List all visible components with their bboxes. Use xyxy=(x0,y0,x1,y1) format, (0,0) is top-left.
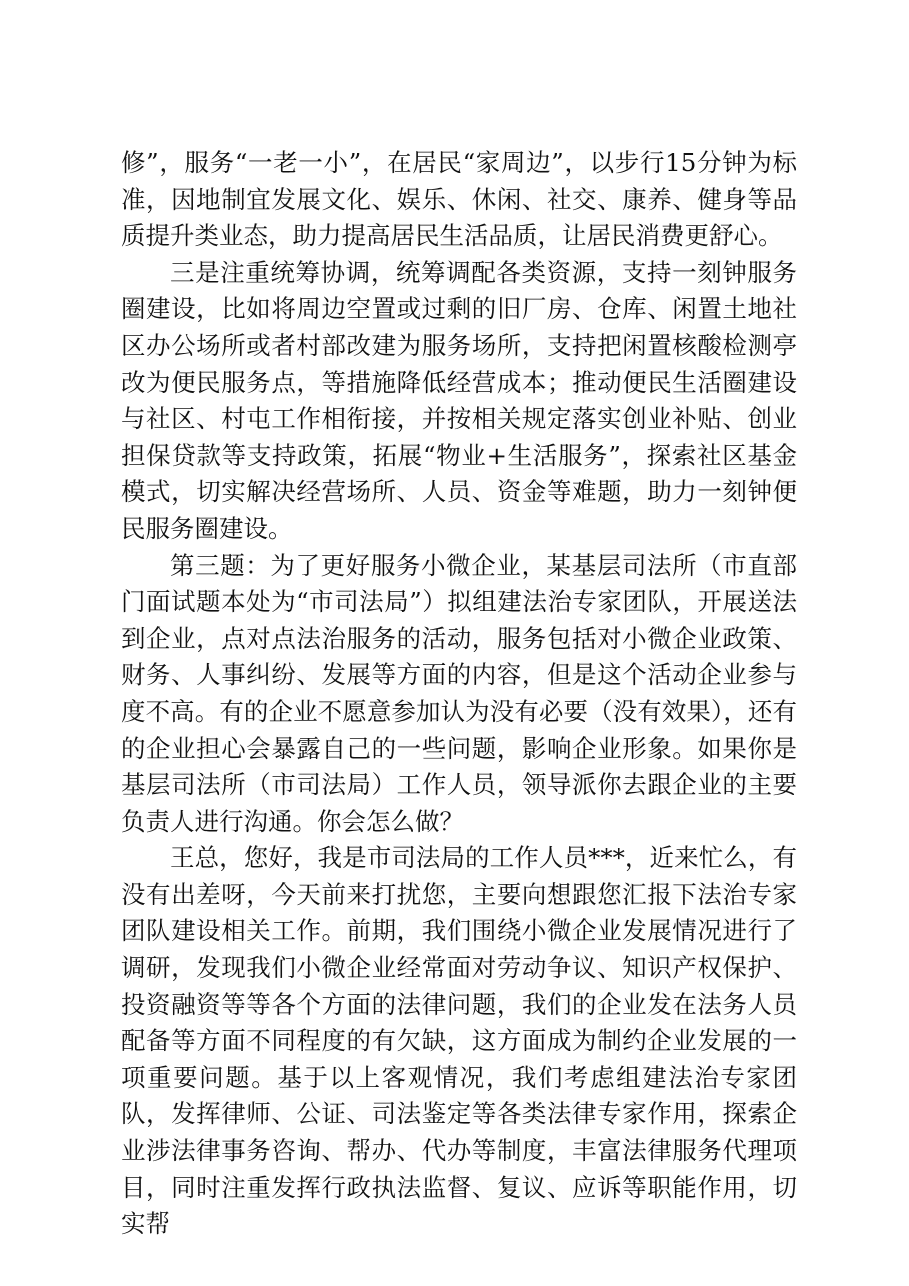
paragraph-coordination: 三是注重统筹协调，统筹调配各类资源，支持一刻钟服务圈建设，比如将周边空置或过剩的旧厂房、仓库、闲置土地社区办公场所或者村部改建为服务场所，支持把闲置核酸检测亭改为便民服务点，等措施降低经营成本；推动便民生活圈建设与社区、村屯工作相衔接，并按相关规定落实创业补贴、创业担保贷款等支持政策，拓展“物业+生活服务”，探索社区基金模式，切实解决经营场所、人员、资金等难题，助力一刻钟便民服务圈建设。 xyxy=(121,257,797,543)
paragraph-continuation: 修”，服务“一老一小”，在居民“家周边”，以步行15分钟为标准，因地制宜发展文化、娱乐、休闲、社交、康养、健身等品质提升类业态，助力提高居民生活品质，让居民消费更舒心。 xyxy=(121,148,797,251)
document-body xyxy=(121,145,797,1243)
paragraph-answer: 王总，您好，我是市司法局的工作人员***，近来忙么，有没有出差呀，今天前来打扰您，主要向想跟您汇报下法治专家团队建设相关工作。前期，我们围绕小微企业发展情况进行了调研，发现我们小微企业经常面对劳动争议、知识产权保护、投资融资等等各个方面的法律问题，我们的企业发在法务人员配备等方面不同程度的有欠缺，这方面成为制约企业发展的一项重要问题。基于以上客观情况，我们考虑组建法治专家团队，发挥律师、公证、司法鉴定等各类法律专家作用，探索企业涉法律事务咨询、帮办、代办等制度，丰富法律服务代理项目，同时注重发挥行政执法监督、复议、应诉等职能作用，切实帮 xyxy=(121,843,797,1239)
paragraph-question-three: 第三题：为了更好服务小微企业，某基层司法所（市直部门面试题本处为“市司法局”）拟组建法治专家团队，开展送法到企业，点对点法治服务的活动，服务包括对小微企业政策、财务、人事纠纷、发展等方面的内容，但是这个活动企业参与度不高。有的企业不愿意参加认为没有必要（没有效果），还有的企业担心会暴露自己的一些问题，影响企业形象。如果你是基层司法所（市司法局）工作人员，领导派你去跟企业的主要负责人进行沟通。你会怎么做？ xyxy=(121,550,797,836)
